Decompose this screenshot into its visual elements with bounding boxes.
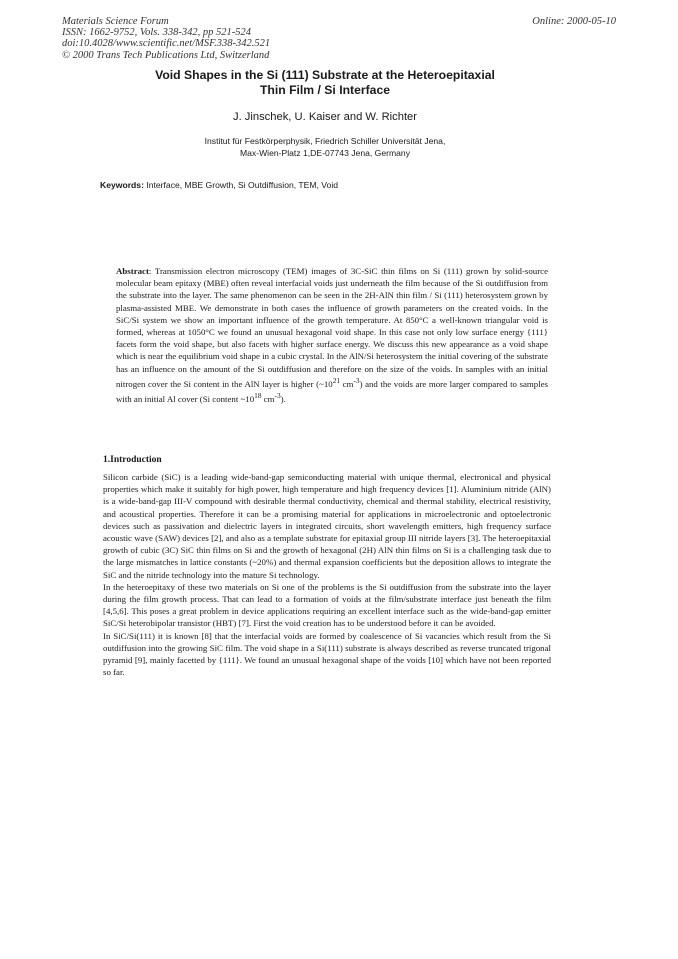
affiliation-line-2: Max-Wien-Platz 1,DE-07743 Jena, Germany <box>239 147 411 158</box>
affiliation <box>110 136 540 159</box>
section-heading-introduction: 1.Introduction <box>103 455 162 465</box>
authors: J. Jinschek, U. Kaiser and W. Richter <box>232 111 418 123</box>
abstract-exponent: 21 <box>332 375 341 385</box>
keywords-text: Interface, MBE Growth, Si Outdiffusion, TEM, Void <box>143 180 339 190</box>
journal-copyright: © 2000 Trans Tech Publications Ltd, Switzerland <box>62 49 270 61</box>
intro-paragraph-2: In the heteroepitaxy of these two materials on Si one of the problems is the Si outdiffusion from the substrate into the layer during the film growth process. That can lead to a formation of voids at the film/substrate interface just beneath the film [4,5,6]. This poses a great problem in device applications requiring an excellent interface such as the wide-band-gap emitter SiC/Si heterobipolar transistor (HBT) [7]. First the void creation has to be understood before it can be avoided. <box>103 581 551 629</box>
intro-paragraph-1: Silicon carbide (SiC) is a leading wide-band-gap semiconducting material with unique thermal, electronical and physical properties which make it suitably for high power, high temperature and high frequency devices [1]. Aluminium nitride (AlN) is a wide-band-gap III-V compound with desirable thermal conductivity, chemical and thermal stability, electrical resistivity, and acoustical properties. Therefore it can be a promising material for applications in microelectronic and optoelectronic devices such as passivation and dielectric layers in integrated circuits, short wavelength emitters, high frequency surface acoustic wave (SAW) devices [2], and also as a template substrate for epitaxial group III nitride layers [3]. The heteroepitaxial growth of cubic (3C) SiC thin films on Si and the growth of hexagonal (2H) AlN thin films on Si is a challenging task due to the large mismatches in lattice constants (~20%) and thermal expansion coefficients but the deposition allows to integrate the SiC and the nitride technology into the mature Si technology. <box>103 472 551 580</box>
journal-header <box>62 16 362 61</box>
abstract-unit: cm <box>340 378 354 389</box>
keywords-label: Keywords: <box>100 180 144 190</box>
online-date: Online: 2000-05-10 <box>532 16 616 27</box>
abstract-exponent: -3 <box>274 390 281 400</box>
abstract-text: ). <box>280 393 286 404</box>
paper-title-line-2: Thin Film / Si Interface <box>259 82 391 97</box>
introduction-body <box>103 471 551 678</box>
abstract <box>116 265 548 405</box>
abstract-text: ) and the voids are more larger compared to samples with an initial Al cover (Si content ~10 <box>116 378 549 404</box>
abstract-label: Abstract <box>116 266 149 276</box>
abstract-unit: cm <box>261 393 275 404</box>
paper-title <box>90 68 560 97</box>
abstract-text: : Transmission electron microscopy (TEM) images of 3C-SiC thin films on Si (111) grown by solid-source molecular beam epitaxy (MBE) often reveal interfacial voids just underneath the film because of the Si outdiffusion from the substrate into the layer. The same phenomenon can be seen in the 2H-AlN thin film / Si (111) heterosystem grown by plasma-assisted MBE. We demonstrate in both cases the influence of growth parameters on the created voids. In the SiC/Si system we show an important influence of the growth temperature. At 850°C a well-known triangular void is formed, whereas at 1050°C we found an unusual hexagonal void shape. In this case not only low surface energy {111} facets form the void shape, but also facets with higher surface energy. We discuss this new appearance as a void shape which is near the equilibrium void shape in a cubic crystal. In the AlN/Si heterosystem the initial covering of the substrate has an influence on the amount of the Si outdiffusion and therefore on the size of the voids. In samples with an initial nitrogen cover the Si content in the AlN layer is higher (~10 <box>116 266 549 389</box>
abstract-exponent: 18 <box>254 390 262 400</box>
journal-name: Materials Science Forum <box>62 16 169 27</box>
keywords <box>100 180 560 190</box>
abstract-exponent: -3 <box>353 375 360 385</box>
intro-paragraph-3: In SiC/Si(111) it is known [8] that the interfacial voids are formed by coalescence of Si vacancies which result from the Si outdiffusion into the growing SiC film. The void shape in a Si(111) substrate is always described as reverse truncated trigonal pyramid [9], mainly facetted by {111}. We found an unusual hexagonal shape of the voids [10] which have not been reported so far. <box>103 630 551 678</box>
affiliation-line-1: Institut für Festkörperphysik, Friedrich Schiller Universität Jena, <box>204 136 446 146</box>
paper-title-line-1: Void Shapes in the Si (111) Substrate at the Heteroepitaxial <box>155 68 495 82</box>
journal-doi: doi:10.4028/www.scientific.net/MSF.338-342.521 <box>62 38 271 50</box>
journal-issn: ISSN: 1662-9752, Vols. 338-342, pp 521-524 <box>62 27 251 39</box>
